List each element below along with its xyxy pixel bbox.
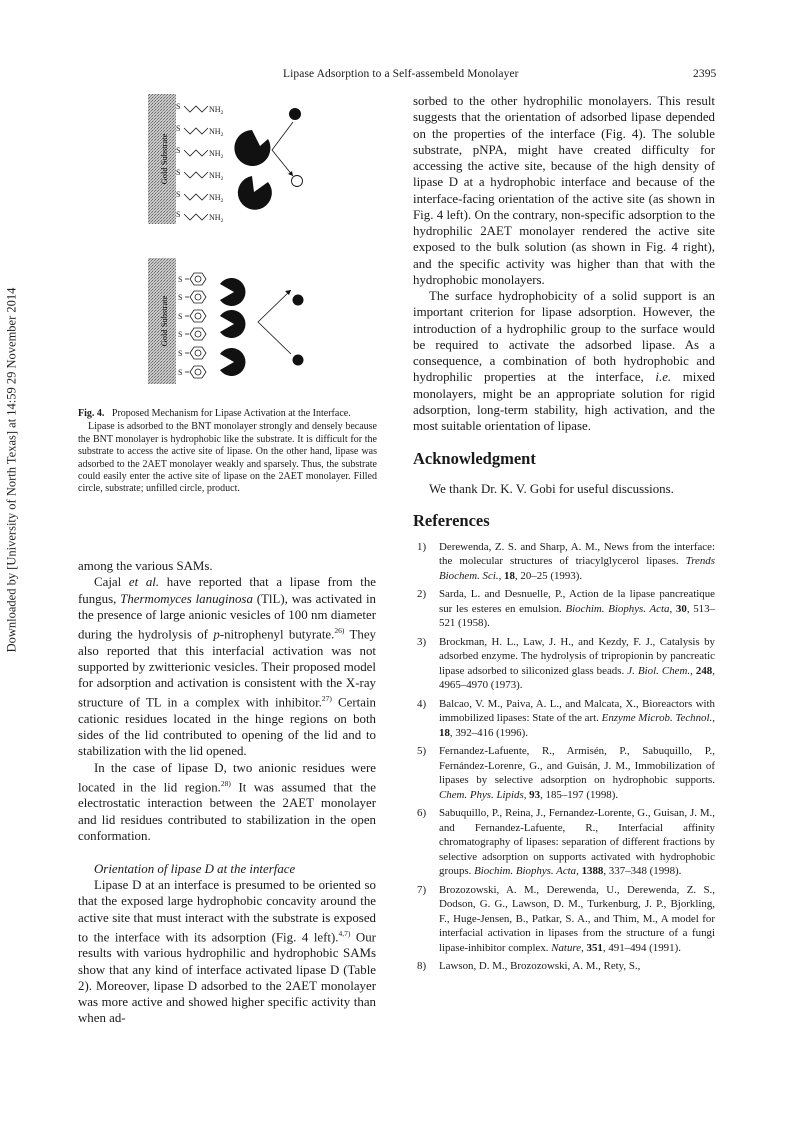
svg-text:S: S (176, 102, 181, 111)
citation: 26) (334, 626, 345, 635)
acknowledgment-heading: Acknowledgment (413, 449, 536, 469)
paragraph: The surface hydrophobicity of a solid support is an important criterion for lipase adsorption. However, the introduction of a hydrophilic group to the surface would be required to activate the adsorbed lipase. As a consequence, a combination of both hydrophobic and hydrophilic properties at the interface, i.e. mixed monolayers, might be an appropriate solution for rigid adsorption, long-term stability, high activation, and the most suitable orientation of lipase. (413, 289, 715, 433)
svg-text:NH2: $NH_2$ (209, 171, 224, 182)
figure-4 (148, 92, 388, 407)
substrate-label-top: Gold Substrate (159, 133, 169, 185)
svg-text:S: S (176, 146, 181, 155)
figure-caption (78, 408, 377, 496)
running-title: Lipase Adsorption to a Self-assembeld Monolayer (283, 68, 519, 80)
reference-item: 8) Lawson, D. M., Brozozowski, A. M., Rety, S., (417, 960, 641, 972)
right-column (413, 93, 715, 978)
citation: 4,7) (338, 928, 351, 938)
lipase-icon (220, 310, 245, 338)
lipase-icon (220, 348, 245, 376)
citation: 28) (220, 778, 231, 788)
figure-title: Proposed Mechanism for Lipase Activation at the Interface. (111, 408, 351, 419)
paragraph: among the various SAMs. (78, 559, 213, 573)
paragraph: In the case of lipase D, two anionic residues were located in the lid region.$^{28)}$ It was assumed that the electrostatic interaction between the 2AET monolayer and lid residues contributed to stabilization in the open conformation. (78, 760, 376, 843)
product-unfilled-circle-icon (292, 176, 303, 187)
citation: 27) (321, 694, 332, 704)
svg-text:S: S (176, 210, 181, 219)
svg-text:NH2: $NH_2$ (209, 213, 224, 224)
reference-item: 2) Sarda, L. and Desnuelle, P., Action de la lipase pancreatique sur les esteres en emulsion. Biochim. Biophys. Acta, 30, 513–521 (1958). (417, 588, 716, 629)
section-subheading: Orientation of lipase D at the interface (94, 862, 296, 877)
svg-text:S: S (176, 168, 181, 177)
svg-text:S: S (178, 275, 183, 284)
download-note: Downloaded by [University of North Texas] at 14:59 29 November 2014 (4, 287, 19, 653)
reference-item: 6) Sabuquillo, P., Reina, J., Fernandez-Lorente, G., Guisan, J. M., and Fernandez-Lafuente, R., Interfacial affinity chromatography of lipases: separation of different fractions by selective adsorption on supports activated with hydrophobic groups. Biochim. Biophys. Acta, 1388, 337–348 (1998). (417, 807, 715, 877)
reference-item: 4) Balcao, V. M., Paiva, A. L., and Malcata, X., Bioreactors with immobilized lipases: State of the art. Enzyme Microb. Technol., 18, 392–416 (1996). (417, 697, 715, 739)
reference-item: 7) Brozozowski, A. M., Derewenda, U., Derewenda, Z. S., Dodson, G. G., Lawson, D. M., Turkenburg, J. P., Bjorkling, F., Huge-Jensen, B., Patkar, S. A., and Thim, M., A model for interfacial activation in lipases from the structure of a fungi lipase-inhibitor complex. Nature, 351, 491–494 (1991). (417, 883, 715, 954)
paragraph: Lipase D at an interface is presumed to be oriented so that the exposed large hydrophobic concavity around the active site that must interact with the substrate is exposed to the interface with its adsorption (Fig. 4 left).$^{4,7)}$ Our results with various hydrophilic and hydrophobic SAMs show that any kind of interface activated lipase D (Table 2). Moreover, lipase D adsorbed to the 2AET monolayer was more active and showed higher specific activity than when ad- (78, 878, 376, 1026)
panel-bnt (148, 258, 304, 384)
svg-text:S: S (176, 190, 181, 199)
figure-4-diagram (148, 92, 388, 407)
arrow-icon (272, 122, 293, 176)
references-heading: References (413, 510, 490, 530)
reference-item: 3) Brockman, H. L., Law, J. H., and Kezdy, F. J., Catalysis by adsorbed enzyme. The hydrolysis of tripropionin by pancreatic lipase adsorbed to siliconized glass beads. J. Biol. Chem., 248, 4965–4970 (1973). (417, 635, 715, 691)
lipase-icon (234, 130, 270, 166)
reference-item: 1) Derewenda, Z. S. and Sharp, A. M., News from the interface: the molecular structures of triacylglycerol lipases. Trends Biochem. Sci., 18, 20–25 (1993). (417, 540, 715, 582)
svg-text:NH2: $NH_2$ (209, 105, 224, 116)
svg-text:NH2: $NH_2$ (209, 149, 224, 160)
benzene-chains (178, 273, 206, 378)
reference-list (413, 540, 715, 974)
lipase-icon (238, 176, 272, 210)
substrate-label-bottom: Gold Substrate (159, 295, 169, 347)
paragraph: Cajal et al. have reported that a lipase from the fungus, Thermomyces lanuginosa (TlL), was activated in the presence of large anionic vesicles of 100 nm diameter during the hydrolysis of p-nitrophenyl butyrate.$^{26)}$ They also reported that this interfacial activation was not supported by zwitterionic vesicles. Their proposed model for adsorption and activation is consistent with the X-ray structure of TL in a complex with inhibitor.$^{27)}$ Certain cationic residues located in the hinge regions on both sides of the lid contributed to opening of the lid and to stabilization with the lid opened. (78, 575, 377, 759)
acknowledgment-text: We thank Dr. K. V. Gobi for useful discussions. (429, 482, 674, 497)
svg-text:S: S (178, 330, 183, 339)
substrate-filled-circle-icon (289, 108, 301, 120)
panel-2aet (148, 94, 303, 224)
substrate-filled-circle-icon (293, 295, 304, 306)
page-number: 2395 (693, 68, 717, 80)
reference-item: 5) Fernandez-Lafuente, R., Armisén, P., Sabuquillo, P., Fernández-Lorenre, G., and Guisán, J. M., Immobilization of lipases by selective adsorption on hydrophobic supports. Chem. Phys. Lipids, 93, 185–197 (1998). (417, 745, 715, 801)
substrate-filled-circle-icon (293, 355, 304, 366)
svg-text:NH2: $NH_2$ (209, 193, 224, 204)
lipase-icon (220, 278, 245, 306)
paragraph: sorbed to the other hydrophilic monolayers. This result suggests that the orientation of adsorbed lipase depended on the properties of the interface (Fig. 4). The soluble substrate, pNPA, might have created difficulty for accessing the active site, because of the high density of lipase D at a hydrophobic interface and because of the interface-facing orientation of the active site (as shown in Fig. 4 left). On the contrary, non-specific adsorption to the hydrophilic 2AET monolayer rendered the active site exposed to the bulk solution (as shown in Fig. 4 right), and the specific activity was higher than that with the hydrophobic monolayers. (413, 94, 715, 287)
svg-text:S: S (178, 293, 183, 302)
left-column (78, 558, 376, 1027)
figure-label: Fig. 4. (78, 408, 105, 419)
svg-text:S: S (178, 349, 183, 358)
svg-text:NH2: $NH_2$ (209, 127, 224, 138)
amine-chains (176, 102, 224, 224)
arrow-icon (258, 290, 291, 354)
svg-text:S: S (176, 124, 181, 133)
figure-description: Lipase is adsorbed to the BNT monolayer strongly and densely because the BNT monolayer is hydrophobic like the substrate. It is difficult for the substrate to access the active site of lipase. On the other hand, lipase was adsorbed to the 2AET monolayer weakly and sparsely. Thus, the substrate could easily enter the active site of lipase on the 2AET monolayer. Filled circle, substrate; unfilled circle, product. (78, 421, 377, 495)
svg-text:S: S (178, 312, 183, 321)
svg-text:S: S (178, 368, 183, 377)
